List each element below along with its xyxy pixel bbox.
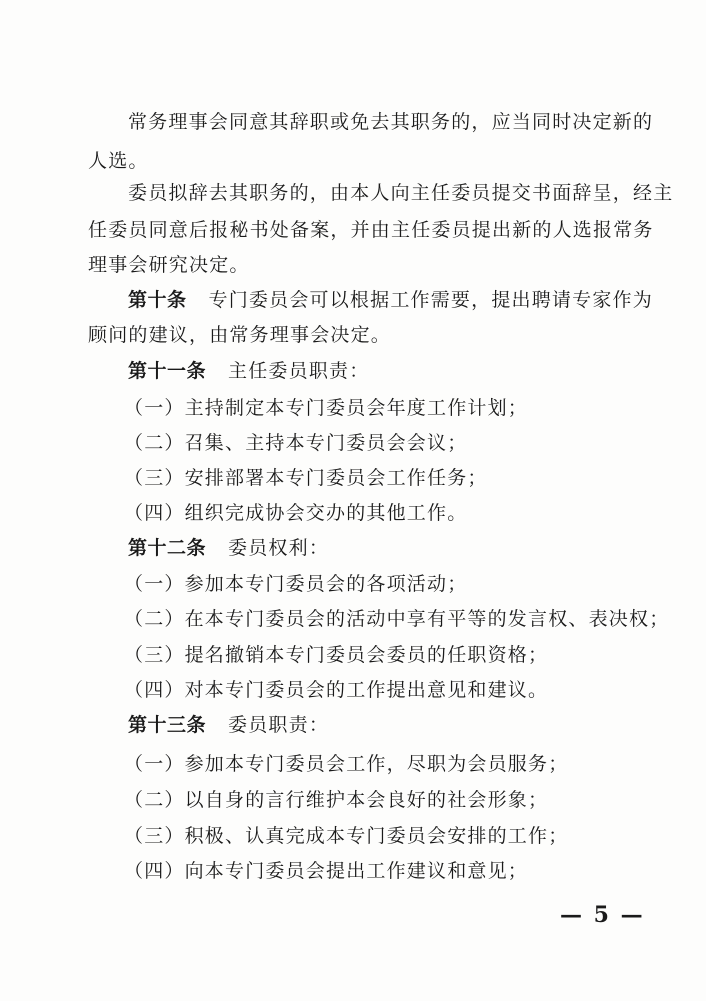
- paragraph-text: 任委员同意后报秘书处备案，并由主任委员提出新的人选报常务: [88, 219, 654, 241]
- list-item-text: （二）召集、主持本专门委员会会议；: [124, 432, 468, 454]
- page-number: — 5 —: [560, 902, 645, 928]
- list-item-text: （四）对本专门委员会的工作提出意见和建议。: [124, 679, 549, 701]
- paragraph-text: 专门委员会可以根据工作需要，提出聘请专家作为: [208, 289, 653, 311]
- list-item: [124, 572, 467, 596]
- list-item: [124, 643, 548, 667]
- paragraph-text: 委员拟辞去其职务的，由本人向主任委员提交书面辞呈，经主: [128, 182, 674, 204]
- list-item-text: （四）组织完成协会交办的其他工作。: [124, 502, 468, 524]
- list-item: [124, 752, 568, 776]
- list-item-text: （一）参加本专门委员会的各项活动；: [124, 573, 468, 595]
- paragraph-text: 顾问的建议，由常务理事会决定。: [88, 324, 392, 346]
- list-item: [124, 824, 568, 848]
- article-13-line: [128, 713, 329, 737]
- paragraph-text: 委员职责：: [228, 714, 330, 736]
- paragraph-line: [88, 323, 391, 347]
- list-item: [124, 396, 528, 420]
- paragraph-text: 常务理事会同意其辞职或免去其职务的，应当同时决定新的: [128, 111, 654, 133]
- list-item-text: （二）在本专门委员会的活动中享有平等的发言权、表决权；: [124, 608, 670, 630]
- list-item: [124, 607, 669, 631]
- paragraph-text: 委员权利：: [228, 537, 330, 559]
- list-item: [124, 788, 548, 812]
- list-item: [124, 466, 488, 490]
- list-item-text: （一）主持制定本专门委员会年度工作计划；: [124, 397, 529, 419]
- paragraph-text: 主任委员职责：: [228, 360, 370, 382]
- paragraph-line: [128, 110, 653, 134]
- list-item: [124, 431, 467, 455]
- paragraph-line: [88, 218, 654, 242]
- article-11-line: [128, 359, 369, 383]
- paragraph-text: 人选。: [88, 150, 149, 172]
- paragraph-text: 理事会研究决定。: [88, 254, 250, 276]
- article-label: 第十三条: [128, 714, 207, 736]
- list-item: [124, 501, 467, 525]
- article-label: 第十一条: [128, 360, 207, 382]
- article-12-line: [128, 536, 329, 560]
- list-item-text: （三）提名撤销本专门委员会委员的任职资格；: [124, 644, 549, 666]
- list-item-text: （二）以自身的言行维护本会良好的社会形象；: [124, 789, 549, 811]
- paragraph-line: [88, 149, 149, 173]
- article-label: 第十条: [128, 289, 187, 311]
- list-item-text: （一）参加本专门委员会工作，尽职为会员服务；: [124, 753, 569, 775]
- article-10-line: [128, 288, 653, 312]
- list-item-text: （三）安排部署本专门委员会工作任务；: [124, 467, 488, 489]
- article-label: 第十二条: [128, 537, 207, 559]
- list-item: [124, 678, 548, 702]
- list-item-text: （三）积极、认真完成本专门委员会安排的工作；: [124, 825, 569, 847]
- paragraph-line: [128, 181, 673, 205]
- list-item: [124, 859, 528, 883]
- list-item-text: （四）向本专门委员会提出工作建议和意见；: [124, 860, 529, 882]
- paragraph-line: [88, 253, 250, 277]
